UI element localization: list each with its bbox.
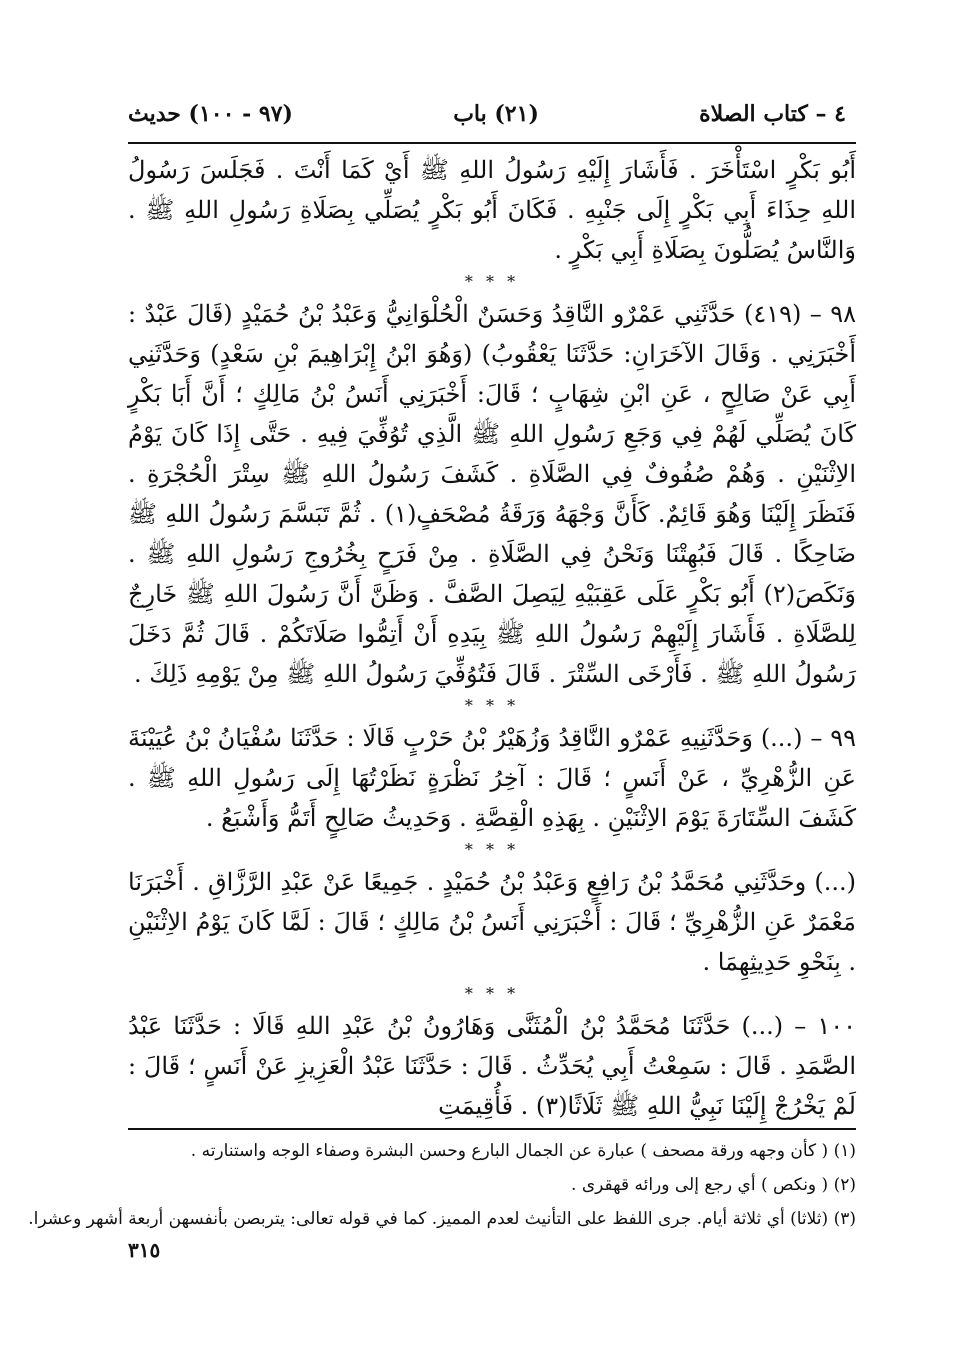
footnote-1: (١) ( كأن وجهه ورقة مصحف ) عبارة عن الجمال البارع وحسن البشرة وصفاء الوجه واستنارته . xyxy=(190,1141,856,1161)
footnotes xyxy=(28,1128,856,1236)
section-separator: * * * xyxy=(464,696,520,715)
paragraph-continuation: أَبُو بَكْرٍ اسْتَأْخَرَ . فَأَشَارَ إِلَيْهِ رَسُولُ اللهِ ﷺ أَيْ كَمَا أَنْتَ . فَجَلَسَ رَسُولُ اللهِ حِذَاءَ أَبِي بَكْرٍ إِلَى جَنْبِهِ . فَكَانَ أَبُو بَكْرٍ يُصَلِّي بِصَلَاةِ رَسُولِ اللهِ ﷺ . وَالنَّاسُ يُصَلُّونَ بِصَلَاةِ أَبِي بَكْرٍ . xyxy=(128,156,856,264)
hadith-99-variant: (...) وحَدَّثَنِي مُحَمَّدُ بْنُ رَافِعٍ وَعَبْدُ بْنُ حُمَيْدٍ . جَمِيعًا عَنْ عَبْدِ الرَّزَّاقِ . أَخْبَرَنَا مَعْمَرٌ عَنِ الزُّهْرِيِّ ؛ قَالَ : أَخْبَرَنِي أَنَسُ بْنُ مَالِكٍ ؛ قَالَ : لَمَّا كَانَ يَوْمُ الاِثْنَيْنِ . بِنَحْوِ حَدِيثِهِمَا . xyxy=(128,868,856,976)
main-text xyxy=(128,150,856,1126)
hadith-range: (٩٧ - ١٠٠) حديث xyxy=(128,101,293,127)
book-title: ٤ – كتاب الصلاة xyxy=(699,101,846,127)
section-separator: * * * xyxy=(464,984,520,1003)
footnote-2: (٢) ( ونكص ) أي رجع إلى ورائه قهقرى . xyxy=(571,1175,856,1195)
chapter-title: (٢١) باب xyxy=(453,101,539,127)
header-rule xyxy=(128,142,856,144)
running-header xyxy=(128,96,846,132)
hadith-100: ١٠٠ – (...) حَدَّثَنَا مُحَمَّدُ بْنُ الْمُثَنَّى وَهَارُونُ بْنُ عَبْدِ اللهِ قَالَا : حَدَّثَنَا عَبْدُ الصَّمَدِ . قَالَ : سَمِعْتُ أَبِي يُحَدِّثُ . قَالَ : حَدَّثَنَا عَبْدُ الْعَزِيزِ عَنْ أَنَسٍ ؛ قَالَ : لَمْ يَخْرُجْ إِلَيْنَا نَبِيُّ اللهِ ﷺ ثَلَاثًا(٣) . فَأُقِيمَتِ xyxy=(128,1012,856,1120)
hadith-98: ٩٨ – (٤١٩) حَدَّثَنِي عَمْرٌو النَّاقِدُ وَحَسَنٌ الْحُلْوَانِيُّ وَعَبْدُ بْنُ حُمَيْدٍ (قَالَ عَبْدٌ : أَخْبَرَنِي . وَقَالَ الآخَرَانِ: حَدَّثَنَا يَعْقُوبُ) (وَهُوَ ابْنُ إِبْرَاهِيمَ بْنِ سَعْدٍ) وَحَدَّثَنِي أَبِي عَنْ صَالِحٍ ، عَنِ ابْنِ شِهَابٍ ؛ قَالَ: أَخْبَرَنِي أَنَسُ بْنُ مَالِكٍ ؛ أَنَّ أَبَا بَكْرٍ كَانَ يُصَلِّي لَهُمْ فِي وَجَعِ رَسُولِ اللهِ ﷺ الَّذِي تُوُفِّيَ فِيهِ . حَتَّى إِذَا كَانَ يَوْمُ الاِثْنَيْنِ . وَهُمْ صُفُوفٌ فِي الصَّلَاةِ . كَشَفَ رَسُولُ اللهِ ﷺ سِتْرَ الْحُجْرَةِ . فَنَظَرَ إِلَيْنَا وَهُوَ قَائِمٌ. كَأَنَّ وَجْهَهُ وَرَقَةُ مُصْحَفٍ(١) . ثُمَّ تَبَسَّمَ رَسُولُ اللهِ ﷺ ضَاحِكًا . قَالَ فَبُهِتْنَا وَنَحْنُ فِي الصَّلَاةِ . مِنْ فَرَحٍ بِخُرُوجِ رَسُولِ اللهِ ﷺ . وَنَكَصَ(٢) أَبُو بَكْرٍ عَلَى عَقِبَيْهِ لِيَصِلَ الصَّفَّ . وَظَنَّ أَنَّ رَسُولَ اللهِ ﷺ خَارِجٌ لِلصَّلَاةِ . فَأَشَارَ إِلَيْهِمْ رَسُولُ اللهِ ﷺ بِيَدِهِ أَنْ أَتِمُّوا صَلَاتَكُمْ . قَالَ ثُمَّ دَخَلَ رَسُولُ اللهِ ﷺ . فَأَرْخَى السِّتْرَ . قَالَ فَتُوُفِّيَ رَسُولُ اللهِ ﷺ مِنْ يَوْمِهِ ذَلِكَ . xyxy=(128,300,857,688)
hadith-99: ٩٩ – (...) وَحَدَّثَنِيهِ عَمْرٌو النَّاقِدُ وَزُهَيْرُ بْنُ حَرْبٍ قَالَا : حَدَّثَنَا سُفْيَانُ بْنُ عُيَيْنَةَ عَنِ الزُّهْرِيِّ ، عَنْ أَنَسٍ ؛ قَالَ : آخِرُ نَظْرَةٍ نَظَرْتُهَا إِلَى رَسُولِ اللهِ ﷺ . كَشَفَ السِّتَارَةَ يَوْمَ الاِثْنَيْنِ . بِهَذِهِ الْقِصَّةِ . وَحَدِيثُ صَالِحٍ أَتَمُّ وَأَشْبَعُ . xyxy=(128,724,856,832)
section-separator: * * * xyxy=(464,272,520,291)
page-number: ٣١٥ xyxy=(128,1238,161,1262)
footnote-3: (٣) (ثلاثا) أي ثلاثة أيام. جرى اللفظ على التأنيث لعدم المميز. كما في قوله تعالى: يتربصن بأنفسهن أربعة أشهر وعشرا. xyxy=(28,1209,856,1229)
section-separator: * * * xyxy=(464,840,520,859)
